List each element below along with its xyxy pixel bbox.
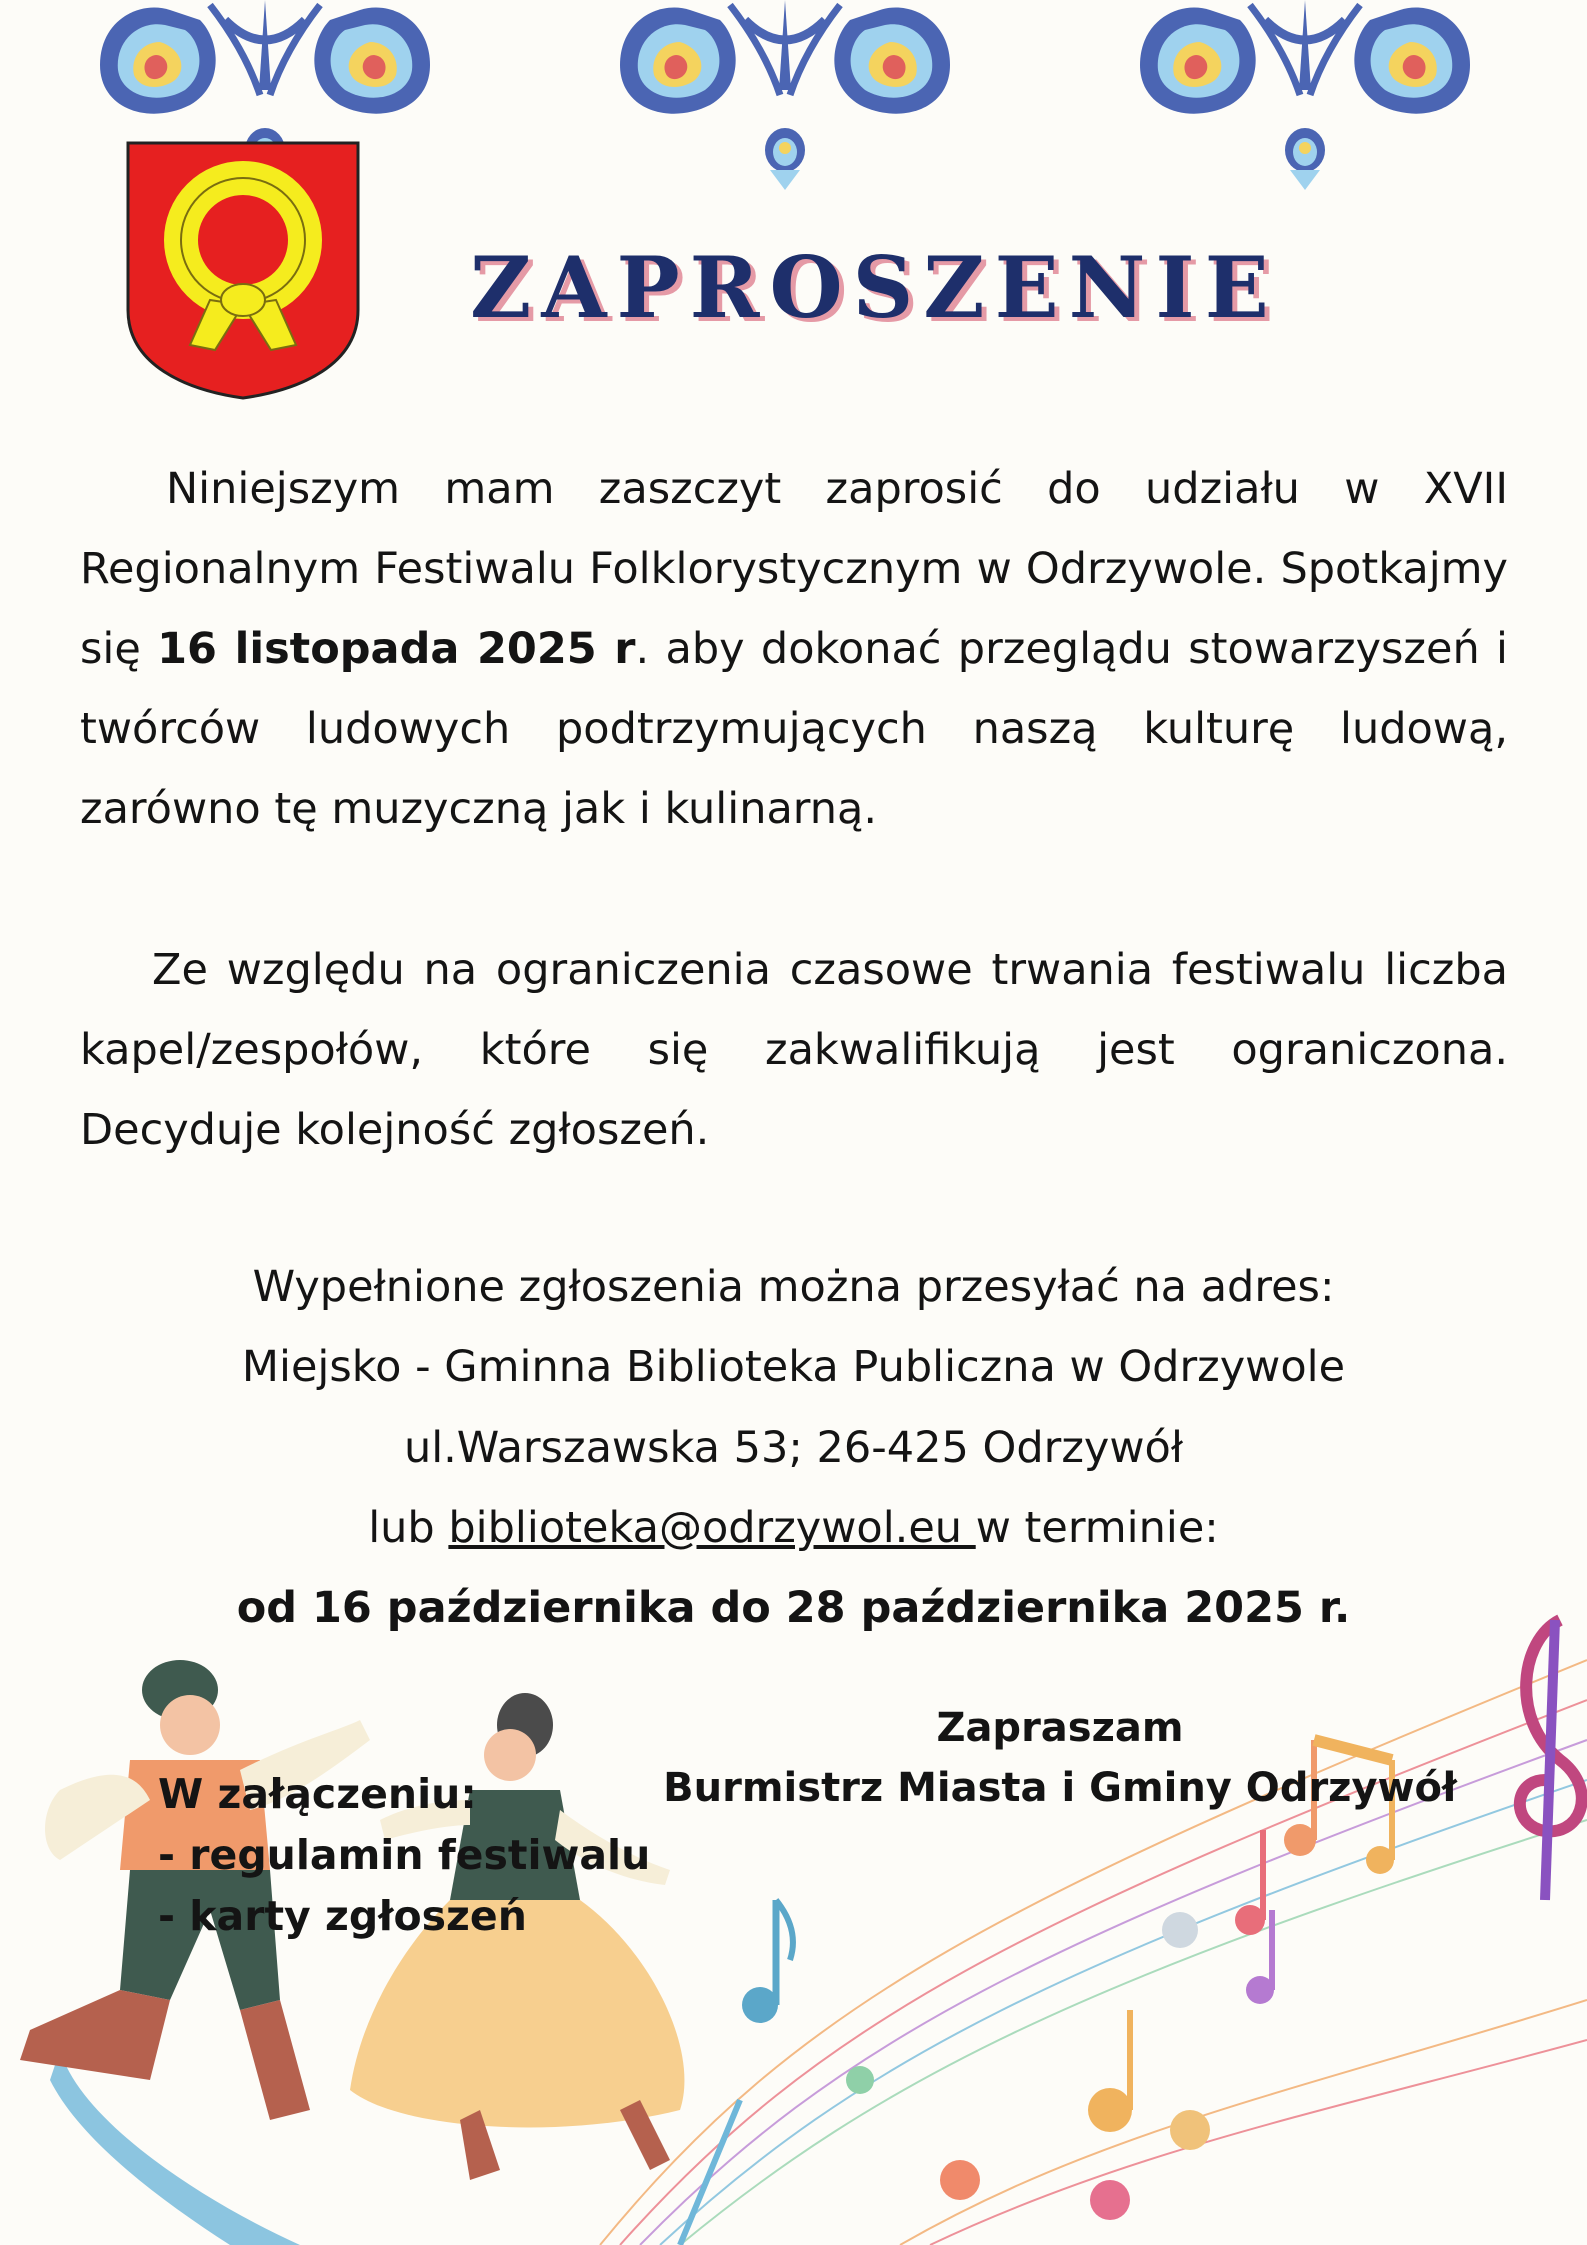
attachments bbox=[158, 1764, 650, 1947]
festival-date: 16 listopada 2025 r bbox=[157, 624, 636, 674]
attachment-item: - karty zgłoszeń bbox=[158, 1892, 527, 1940]
attachments-heading: W załączeniu: bbox=[158, 1770, 477, 1818]
address-line-3: ul.Warszawska 53; 26-425 Odrzywół bbox=[403, 1423, 1184, 1473]
paragraph-intro-text-1: Niniejszym mam zaszczyt zaprosić do udziału w XVII Regionalnym Festiwalu Folklorystycznym w Odrzywole. Spotkajmy się bbox=[80, 464, 1508, 674]
address-line-4 bbox=[0, 1503, 1587, 1553]
address-line-1: Wypełnione zgłoszenia można przesyłać na adres: bbox=[252, 1262, 1335, 1312]
page-title: ZAPROSZENIE bbox=[470, 238, 1279, 337]
attachment-item: - regulamin festiwalu bbox=[158, 1831, 651, 1879]
signature-line-2: Burmistrz Miasta i Gminy Odrzywół bbox=[663, 1765, 1457, 1811]
paragraph-intro-text-2: . aby dokonać przeglądu stowarzyszeń i twórców ludowych podtrzymujących naszą kulturę ludową, zarówno tę muzyczną jak i kulinarną. bbox=[80, 624, 1508, 834]
address-suffix: w terminie: bbox=[975, 1503, 1219, 1553]
paragraph-intro bbox=[80, 449, 1508, 849]
signature bbox=[660, 1698, 1460, 1818]
email-link[interactable]: biblioteka@odrzywol.eu bbox=[448, 1503, 976, 1553]
address-line-2: Miejsko - Gminna Biblioteka Publiczna w Odrzywole bbox=[241, 1342, 1346, 1392]
paragraph-limits: Ze względu na ograniczenia czasowe trwania festiwalu liczba kapel/zespołów, które się zakwalifikują jest ograniczona. Decyduje kolejność zgłoszeń. bbox=[80, 945, 1508, 1155]
signature-line-1: Zapraszam bbox=[936, 1705, 1184, 1751]
deadline: od 16 października do 28 października 2025 r. bbox=[236, 1583, 1351, 1633]
address-prefix: lub bbox=[368, 1503, 449, 1553]
